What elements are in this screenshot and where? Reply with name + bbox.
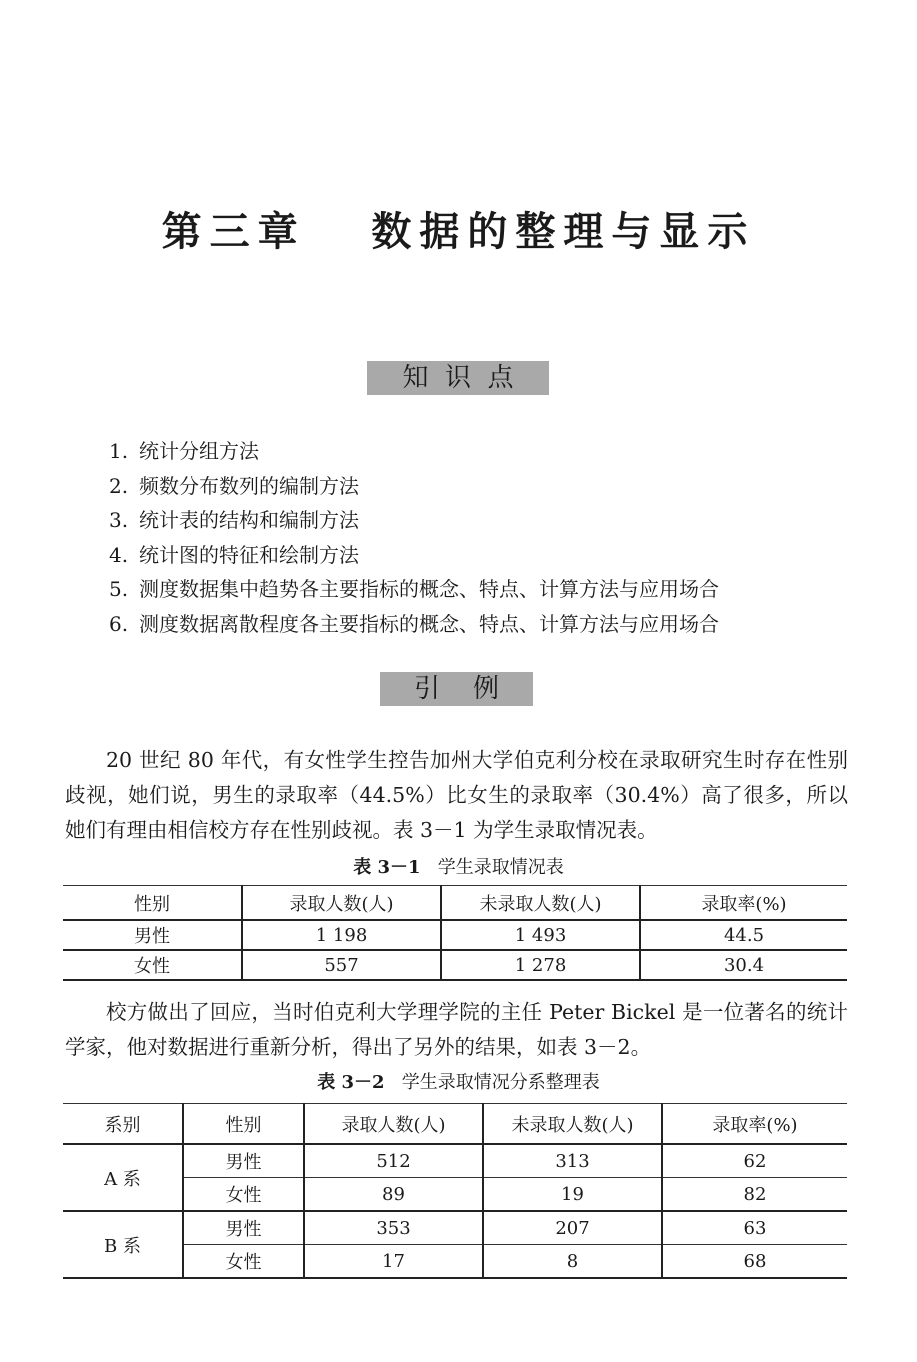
list-item (109, 538, 719, 573)
column-header: 性别 (183, 1104, 304, 1145)
table-cell: 207 (483, 1211, 662, 1245)
table-header-row (63, 1104, 847, 1145)
table-cell: 19 (483, 1178, 662, 1212)
table-cell: 63 (662, 1211, 847, 1245)
list-item (109, 434, 719, 469)
item-number: 1. (109, 439, 129, 463)
item-text: 测度数据离散程度各主要指标的概念、特点、计算方法与应用场合 (139, 611, 719, 636)
table-cell: 68 (662, 1245, 847, 1279)
table-3-1 (63, 885, 847, 981)
table-cell: 男性 (183, 1144, 304, 1178)
table-cell: 1 493 (441, 920, 640, 950)
table-cell: 82 (662, 1178, 847, 1212)
table-row (63, 1144, 847, 1178)
table-3-1-caption (0, 853, 917, 879)
caption-label: 表 3－2 (317, 1072, 385, 1093)
table-cell: 女性 (183, 1245, 304, 1279)
list-item (109, 572, 719, 607)
item-number: 6. (109, 611, 129, 636)
list-item (109, 503, 719, 538)
table-cell: 1 278 (441, 950, 640, 980)
chapter-title: 第三章 数据的整理与显示 (161, 209, 756, 255)
dept-cell: A 系 (63, 1144, 183, 1211)
item-text: 统计分组方法 (139, 439, 259, 463)
column-header: 性别 (63, 886, 242, 921)
item-text: 频数分布数列的编制方法 (139, 473, 359, 498)
table-cell: 89 (304, 1178, 483, 1212)
table-3-2-caption (0, 1068, 917, 1094)
table-cell: 62 (662, 1144, 847, 1178)
table-row (63, 950, 847, 980)
intro-heading: 引 例 (380, 672, 533, 706)
column-header: 未录取人数(人) (483, 1104, 662, 1145)
column-header: 录取人数(人) (304, 1104, 483, 1145)
column-header: 录取率(%) (662, 1104, 847, 1145)
table-header-row (63, 886, 847, 921)
caption-title: 学生录取情况表 (437, 857, 564, 878)
table-row (63, 920, 847, 950)
table-cell: 女性 (134, 956, 170, 977)
table-cell: 353 (304, 1211, 483, 1245)
table-cell: 44.5 (640, 920, 847, 950)
table-cell: 男性 (63, 920, 242, 950)
table-cell: 1 198 (242, 920, 441, 950)
table-cell: 557 (242, 950, 441, 980)
table-cell: 8 (483, 1245, 662, 1279)
list-item (109, 469, 719, 504)
column-header: 录取率(%) (640, 886, 847, 921)
item-number: 4. (109, 542, 129, 567)
table-cell: 17 (304, 1245, 483, 1279)
table-3-2 (63, 1103, 847, 1279)
item-number: 5. (109, 577, 129, 602)
item-text: 统计图的特征和绘制方法 (139, 542, 359, 567)
column-header: 系别 (63, 1104, 183, 1145)
response-paragraph: 校方做出了回应，当时伯克利大学理学院的主任 Peter Bickel 是一位著名的统计学家，他对数据进行重新分析，得出了另外的结果，如表 3－2。 (65, 1000, 848, 1059)
table-cell: 512 (304, 1144, 483, 1178)
item-number: 3. (109, 508, 129, 533)
column-header: 录取人数(人) (242, 886, 441, 921)
knowledge-points-heading: 知 识 点 (367, 361, 549, 395)
item-text: 测度数据集中趋势各主要指标的概念、特点、计算方法与应用场合 (139, 577, 719, 602)
caption-title: 学生录取情况分系整理表 (401, 1072, 600, 1093)
table-row (63, 1211, 847, 1245)
table-cell: 313 (483, 1144, 662, 1178)
table-cell: 女性 (183, 1178, 304, 1212)
item-number: 2. (109, 473, 129, 498)
table-cell: 30.4 (640, 950, 847, 980)
caption-label: 表 3－1 (353, 857, 421, 878)
column-header: 未录取人数(人) (441, 886, 640, 921)
knowledge-points-list (109, 434, 719, 642)
intro-paragraph: 20 世纪 80 年代，有女性学生控告加州大学伯克利分校在录取研究生时存在性别歧视，她们说，男生的录取率（44.5%）比女生的录取率（30.4%）高了很多，所以她们有理由相信校方存在性别歧视。表 3－1 为学生录取情况表。 (65, 748, 848, 842)
item-text: 统计表的结构和编制方法 (139, 508, 359, 533)
list-item (109, 607, 719, 642)
dept-cell: B 系 (104, 1235, 141, 1257)
table-cell: 男性 (183, 1211, 304, 1245)
